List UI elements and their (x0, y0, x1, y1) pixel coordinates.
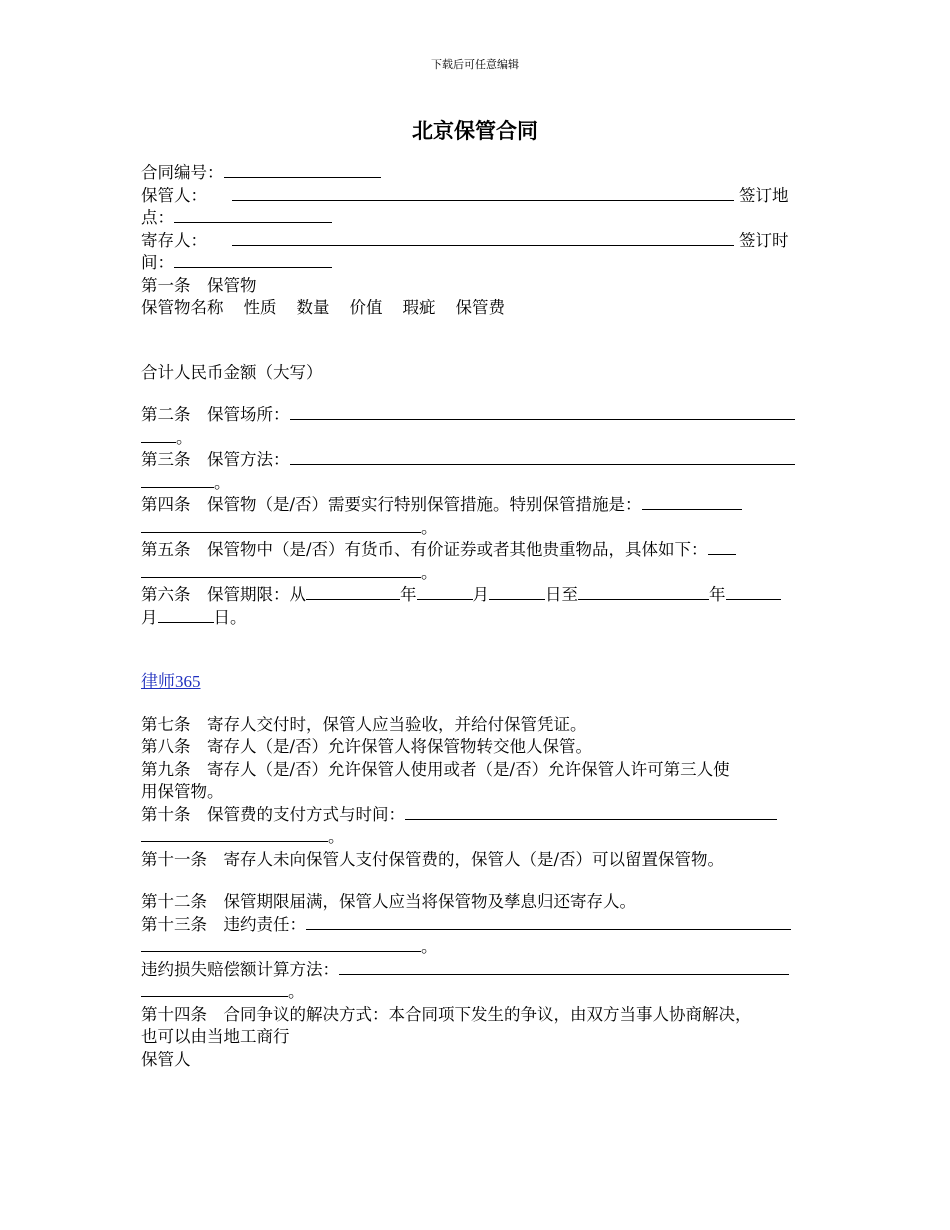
custodian-blank[interactable] (232, 186, 734, 201)
article-6-from-day-blank[interactable] (489, 585, 545, 600)
article-13-line (141, 914, 816, 937)
article-6-month2: 月 (141, 607, 158, 627)
article-10-label: 第十条 保管费的支付方式与时间： (141, 804, 405, 824)
column-value: 价值 (349, 298, 383, 317)
article-2-cont (141, 427, 816, 450)
depositor-label: 寄存人： (141, 230, 207, 250)
article-12: 第十二条 保管期限届满，保管人应当将保管物及孳息归还寄存人。 (141, 892, 636, 911)
article-1-columns (141, 297, 816, 320)
article-6-to-year-blank[interactable] (578, 585, 709, 600)
article-2-blank-cont[interactable] (141, 428, 176, 443)
article-6-year2: 年 (709, 585, 726, 604)
article-11: 第十一条 寄存人未向保管人支付保管费的，保管人（是/否）可以留置保管物。 (141, 849, 725, 869)
article-14-line1: 第十四条 合同争议的解决方式：本合同项下发生的争议，由双方当事人协商解决， (141, 1004, 752, 1024)
article-10-line (141, 804, 816, 827)
article-10-blank-cont[interactable] (141, 827, 328, 842)
custodian-label: 保管人： (141, 185, 207, 205)
article-2-line (141, 404, 816, 427)
article-6-month: 月 (472, 585, 489, 604)
sign-place-cont-label: 点： (141, 208, 174, 227)
damages-cont (141, 981, 816, 1004)
article-6-to-day-blank[interactable] (158, 608, 214, 623)
column-quantity: 数量 (296, 298, 330, 317)
article-7: 第七条 寄存人交付时，保管人应当验收，并给付保管凭证。 (141, 714, 587, 734)
sign-place-blank[interactable] (174, 208, 332, 223)
column-nature: 性质 (243, 298, 277, 317)
damages-line (141, 959, 816, 982)
depositor-line (141, 230, 816, 253)
article-10-blank[interactable] (405, 805, 777, 820)
article-2-end: 。 (176, 427, 193, 447)
article-4-end: 。 (421, 517, 438, 537)
article-13-blank[interactable] (306, 915, 791, 930)
damages-blank[interactable] (339, 960, 789, 975)
article-9-line1: 第九条 寄存人（是/否）允许保管人使用或者（是/否）允许保管人许可第三人使 (141, 759, 730, 779)
contract-no-blank[interactable] (224, 163, 381, 178)
column-fee: 保管费 (455, 298, 505, 317)
column-name: 保管物名称 (141, 298, 224, 317)
article-3-end: 。 (214, 472, 231, 492)
column-defect: 瑕疵 (402, 298, 436, 317)
article-3-line (141, 449, 816, 472)
article-10-cont (141, 826, 816, 849)
sign-place-label: 签订地 (739, 185, 789, 205)
article-6-from-month-blank[interactable] (417, 585, 473, 600)
article-5-label: 第五条 保管物中（是/否）有货币、有价证券或者其他贵重物品，具体如下： (141, 540, 708, 559)
article-1-total: 合计人民币金额（大写） (141, 362, 323, 382)
lawyer365-link[interactable]: 律师365 (141, 672, 201, 691)
article-5-blank-cont[interactable] (141, 563, 421, 578)
article-4-blank[interactable] (642, 495, 742, 510)
page-title: 北京保管合同 (412, 119, 538, 143)
damages-label: 违约损失赔偿额计算方法： (141, 959, 339, 979)
article-4-label: 第四条 保管物（是/否）需要实行特别保管措施。特别保管措施是： (141, 495, 642, 514)
article-6-line (141, 584, 816, 607)
article-3-blank-cont[interactable] (141, 473, 214, 488)
custodian-line (141, 185, 816, 208)
article-6-from-year-blank[interactable] (306, 585, 400, 600)
contract-no-label: 合同编号： (141, 163, 224, 182)
article-5-blank[interactable] (708, 540, 736, 555)
sign-time-line (141, 252, 816, 275)
sign-time-label: 签订时 (739, 230, 789, 250)
article-2-label: 第二条 保管场所： (141, 405, 290, 424)
article-4-line (141, 494, 816, 517)
article-5-end: 。 (421, 562, 438, 582)
contract-body (141, 162, 816, 1071)
article-3-label: 第三条 保管方法： (141, 450, 290, 469)
signature-custodian: 保管人 (141, 1049, 191, 1069)
article-14-line2: 也可以由当地工商行 (141, 1027, 290, 1046)
depositor-blank[interactable] (232, 231, 734, 246)
article-9-line2: 用保管物。 (141, 782, 224, 801)
article-5-cont (141, 562, 816, 585)
sign-place-line (141, 207, 816, 230)
sign-time-cont-label: 间： (141, 253, 174, 272)
contract-no-line (141, 162, 816, 185)
article-5-line (141, 539, 816, 562)
article-13-label: 第十三条 违约责任： (141, 914, 306, 934)
article-6-label: 第六条 保管期限：从 (141, 585, 306, 604)
article-1-title: 第一条 保管物 (141, 275, 257, 295)
article-3-cont (141, 472, 816, 495)
article-13-cont (141, 936, 816, 959)
sign-time-blank[interactable] (174, 253, 332, 268)
lawyer-link-line (141, 671, 816, 694)
article-3-blank[interactable] (290, 450, 795, 465)
damages-blank-cont[interactable] (141, 982, 288, 997)
article-2-blank[interactable] (290, 405, 795, 420)
article-6-year: 年 (400, 585, 417, 604)
article-6-day-end: 日。 (213, 607, 247, 627)
article-8: 第八条 寄存人（是/否）允许保管人将保管物转交他人保管。 (141, 737, 593, 756)
article-6-cont (141, 607, 816, 630)
page-header-note: 下载后可任意编辑 (431, 58, 519, 71)
article-4-cont (141, 517, 816, 540)
article-6-day-to: 日至 (545, 585, 578, 604)
article-13-blank-cont[interactable] (141, 937, 421, 952)
article-10-end: 。 (328, 827, 345, 846)
article-13-end: 。 (421, 937, 438, 956)
article-6-to-month-blank[interactable] (726, 585, 781, 600)
damages-end: 。 (288, 982, 305, 1001)
article-4-blank-cont[interactable] (141, 518, 421, 533)
